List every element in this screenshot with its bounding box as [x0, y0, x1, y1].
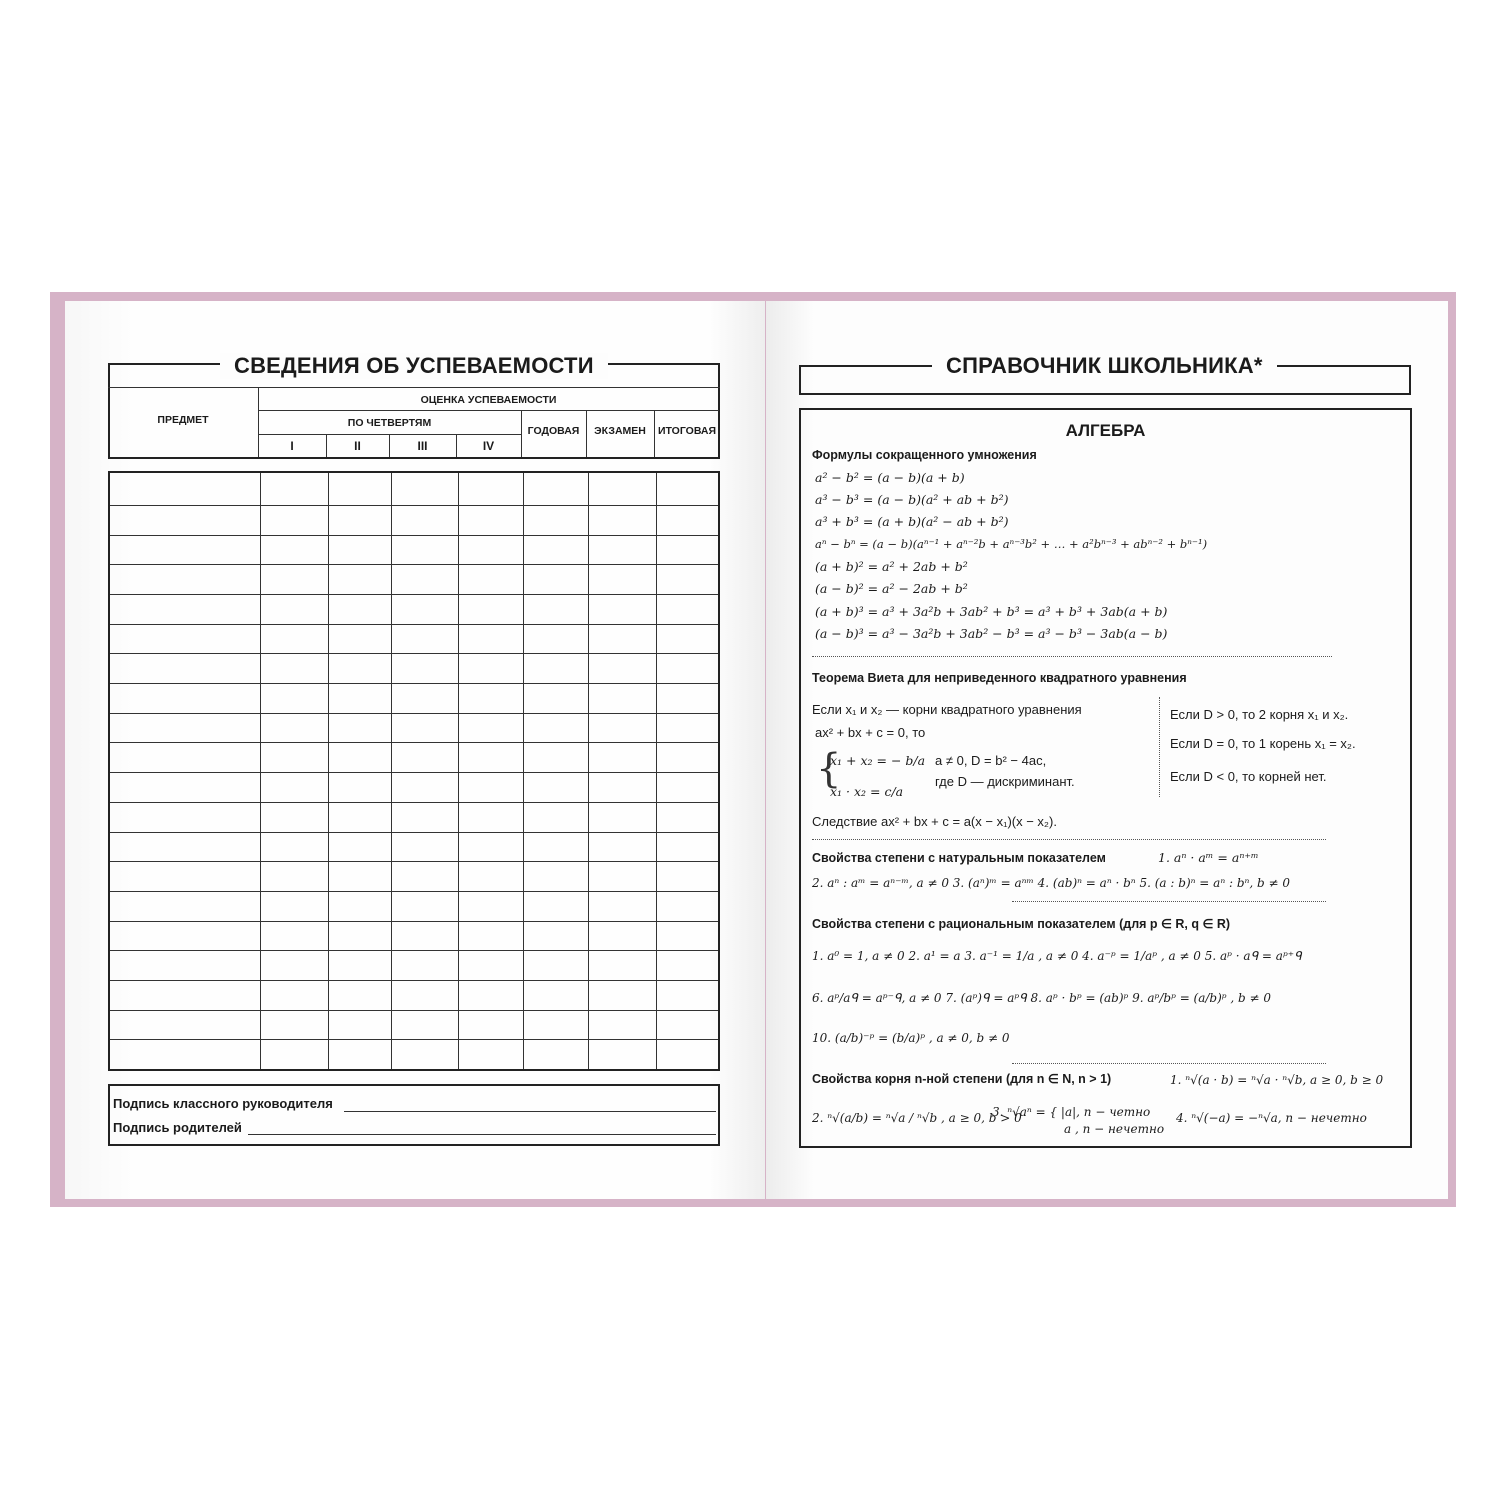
grid-row-line: [110, 891, 718, 892]
grid-row-line: [110, 861, 718, 862]
grid-row-line: [110, 772, 718, 773]
grid-row-line: [110, 564, 718, 565]
vieta-case3: Если D < 0, то корней нет.: [1170, 769, 1327, 784]
vieta-sum: x₁ + x₂ = − b/a: [830, 753, 926, 768]
grid-row-line: [110, 624, 718, 625]
root-r3b: a , n − нечетно: [1064, 1122, 1165, 1136]
rational-row2: 6. aᵖ/aᑫ = aᵖ⁻ᑫ, a ≠ 0 7. (aᵖ)ᑫ = aᵖᑫ 8. aᵖ · bᵖ = (ab)ᵖ 9. aᵖ/bᵖ = (a/b)ᵖ , b ≠ 0: [812, 991, 1272, 1005]
formula-2: a³ − b³ = (a − b)(a² + ab + b²): [815, 492, 1009, 507]
grid-row-line: [110, 535, 718, 536]
vieta-line2: ax² + bx + c = 0, то: [815, 725, 926, 740]
abbr-heading: Формулы сокращенного умножения: [812, 448, 1037, 462]
system-brace-icon: {: [816, 746, 842, 792]
vieta-heading: Теорема Виета для неприведенного квадратного уравнения: [812, 671, 1187, 685]
natural-rest: 2. aⁿ : aᵐ = aⁿ⁻ᵐ, a ≠ 0 3. (aⁿ)ᵐ = aⁿᵐ 4. (ab)ⁿ = aⁿ · bⁿ 5. (a : b)ⁿ = aⁿ : bⁿ, b ≠ 0: [812, 876, 1291, 890]
formula-3: a³ + b³ = (a + b)(a² − ab + b²): [815, 514, 1009, 529]
formula-5: (a + b)² = a² + 2ab + b²: [815, 559, 968, 574]
rational-heading: Свойства степени с рациональным показателем (для p ∈ R, q ∈ R): [812, 917, 1231, 931]
header-exam: ЭКЗАМЕН: [594, 425, 646, 437]
header-final: ИТОГОВАЯ: [657, 425, 717, 437]
root-r4: 4. ⁿ√(−a) = −ⁿ√a, n − нечетно: [1176, 1111, 1367, 1125]
vieta-cond2: где D — дискриминант.: [935, 774, 1075, 789]
formula-8: (a − b)³ = a³ − 3a²b + 3ab² − b³ = a³ − b³ − 3ab(a − b): [815, 626, 1168, 641]
header-subject: ПРЕДМЕТ: [157, 414, 209, 426]
formula-4: aⁿ − bⁿ = (a − b)(aⁿ⁻¹ + aⁿ⁻²b + aⁿ⁻³b² + … + a²bⁿ⁻³ + abⁿ⁻² + bⁿ⁻¹): [815, 537, 1208, 551]
header-q1: I: [290, 439, 294, 453]
teacher-signature-line[interactable]: [344, 1111, 716, 1112]
grid-row-line: [110, 950, 718, 951]
section-algebra: АЛГЕБРА: [1065, 421, 1146, 440]
header-annual: ГОДОВАЯ: [527, 425, 580, 437]
grid-row-line: [110, 713, 718, 714]
header-q4: IV: [482, 439, 495, 453]
formula-6: (a − b)² = a² − 2ab + b²: [815, 581, 968, 596]
right-page: [766, 301, 1448, 1199]
vieta-product: x₁ · x₂ = c/a: [830, 784, 904, 799]
rational-row1: 1. a⁰ = 1, a ≠ 0 2. a¹ = a 3. a⁻¹ = 1/a , a ≠ 0 4. a⁻ᵖ = 1/aᵖ , a ≠ 0 5. aᵖ · aᑫ = aᵖ⁺ᑫ: [812, 949, 1302, 963]
root-r3a: 3. ⁿ√aⁿ = { |a|, n − четно: [992, 1105, 1151, 1119]
grid-row-line: [110, 980, 718, 981]
rational-row3: 10. (a/b)⁻ᵖ = (b/a)ᵖ , a ≠ 0, b ≠ 0: [812, 1031, 1010, 1045]
grid-row-line: [110, 742, 718, 743]
root-r1: 1. ⁿ√(a · b) = ⁿ√a · ⁿ√b, a ≥ 0, b ≥ 0: [1170, 1073, 1384, 1087]
grid-row-line: [110, 653, 718, 654]
grades-grid[interactable]: [108, 471, 720, 1071]
grid-row-line: [110, 1010, 718, 1011]
grid-row-line: [110, 832, 718, 833]
header-q3: III: [417, 439, 428, 453]
grid-row-line: [110, 802, 718, 803]
grid-row-line: [110, 1039, 718, 1040]
grid-row-line: [110, 594, 718, 595]
header-q2: II: [354, 439, 361, 453]
teacher-signature-label: Подпись классного руководителя: [113, 1096, 333, 1111]
page-title-right: СПРАВОЧНИК ШКОЛЬНИКА*: [932, 353, 1277, 379]
vieta-case2: Если D = 0, то 1 корень x₁ = x₂.: [1170, 736, 1356, 751]
vieta-case1: Если D > 0, то 2 корня x₁ и x₂.: [1170, 707, 1349, 722]
vieta-line1: Если x₁ и x₂ — корни квадратного уравнения: [812, 702, 1082, 717]
vieta-corollary: Следствие ax² + bx + c = a(x − x₁)(x − x₂).: [812, 814, 1057, 829]
grid-row-line: [110, 921, 718, 922]
page-title: СВЕДЕНИЯ ОБ УСПЕВАЕМОСТИ: [220, 353, 608, 379]
left-page: [65, 301, 765, 1199]
natural-heading: Свойства степени с натуральным показателем: [812, 851, 1106, 865]
vieta-divider: [1159, 697, 1160, 797]
natural-p1: 1. aⁿ · aᵐ = aⁿ⁺ᵐ: [1158, 850, 1259, 865]
parents-signature-label: Подпись родителей: [113, 1120, 242, 1135]
parents-signature-line[interactable]: [248, 1134, 716, 1135]
formula-1: a² − b² = (a − b)(a + b): [815, 470, 965, 485]
vieta-cond1: a ≠ 0, D = b² − 4ac,: [935, 753, 1047, 768]
root-heading: Свойства корня n-ной степени (для n ∈ N, n > 1): [812, 1072, 1112, 1086]
formula-7: (a + b)³ = a³ + 3a²b + 3ab² + b³ = a³ + b³ + 3ab(a + b): [815, 604, 1168, 619]
root-r2: 2. ⁿ√(a/b) = ⁿ√a / ⁿ√b , a ≥ 0, b > 0: [812, 1111, 1022, 1125]
header-quarters: ПО ЧЕТВЕРТЯМ: [347, 417, 432, 429]
header-assessment: ОЦЕНКА УСПЕВАЕМОСТИ: [420, 394, 557, 406]
grid-row-line: [110, 505, 718, 506]
signature-box: [108, 1084, 720, 1146]
grid-row-line: [110, 683, 718, 684]
